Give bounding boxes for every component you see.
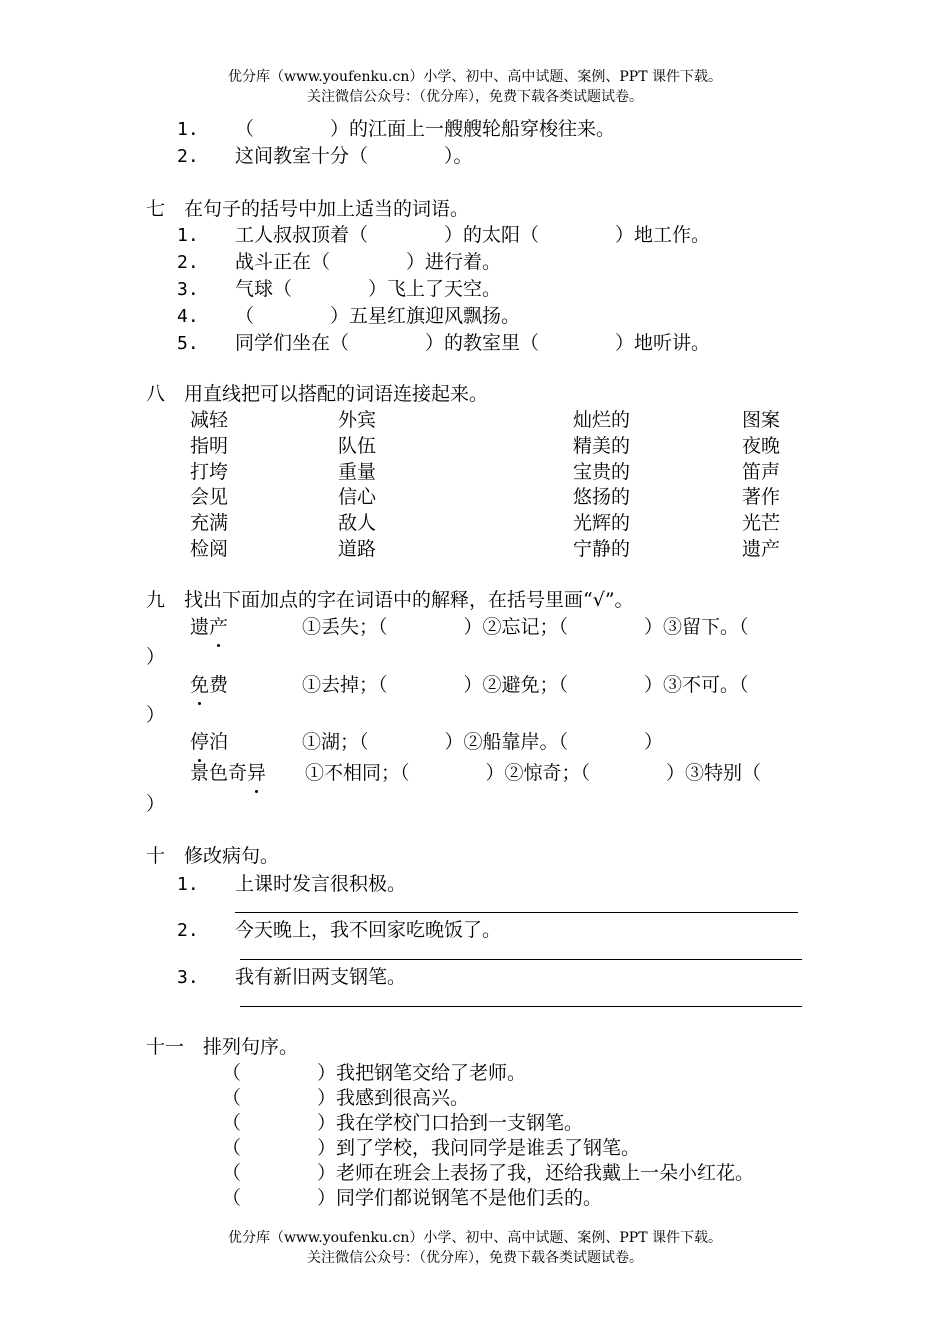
- section-9-title: 九 找出下面加点的字在词语中的解释，在括号里画“√”。: [146, 589, 634, 611]
- word-right: 敌人: [338, 512, 377, 534]
- options-close: ）: [146, 646, 166, 668]
- dotted-char: 产: [209, 616, 229, 638]
- term: [190, 731, 228, 753]
- options: ①不相同；（ ）②惊奇；（ ）③特别（: [305, 762, 762, 784]
- adjective: 精美的: [573, 435, 631, 457]
- term-plain: 景色奇: [190, 762, 248, 784]
- item-text: 同学们坐在（ ）的教室里（ ）地听讲。: [235, 332, 711, 354]
- item-text: 战斗正在（ ）进行着。: [235, 251, 502, 273]
- footer-line-1: 优分库（www.youfenku.cn）小学、初中、高中试题、案例、PPT 课件下载。: [227, 1230, 722, 1246]
- term-plain: 费: [209, 674, 229, 696]
- noun: 著作: [742, 486, 781, 508]
- word-left: 指明: [190, 435, 229, 457]
- dotted-char: 停: [190, 731, 210, 753]
- order-item: （ ）我感到很高兴。: [222, 1087, 470, 1109]
- word-right: 外宾: [338, 409, 377, 431]
- footer-line-2: 关注微信公众号：（优分库），免费下载各类试题试卷。: [307, 1250, 643, 1266]
- item-number: 3.: [177, 279, 199, 300]
- item-text: 上课时发言很积极。: [235, 873, 407, 895]
- order-item: （ ）我在学校门口拾到一支钢笔。: [222, 1112, 584, 1134]
- item-text: 今天晚上，我不回家吃晚饭了。: [235, 919, 502, 941]
- answer-line: [235, 912, 798, 913]
- answer-line: [240, 959, 802, 960]
- adjective: 宝贵的: [573, 461, 631, 483]
- item-number: 4.: [177, 306, 199, 327]
- dotted-char: 异: [247, 762, 267, 784]
- term-plain: 遗: [190, 616, 210, 638]
- adjective: 灿烂的: [573, 409, 631, 431]
- item-text: （ ）的江面上一艘艘轮船穿梭往来。: [235, 118, 616, 140]
- header-line-2: 关注微信公众号：（优分库），免费下载各类试题试卷。: [307, 89, 643, 105]
- item-number: 2.: [177, 252, 199, 273]
- options-close: ）: [146, 704, 166, 726]
- order-item: （ ）我把钢笔交给了老师。: [222, 1062, 527, 1084]
- section-7-title: 七 在句子的括号中加上适当的词语。: [146, 198, 470, 220]
- options-close: ）: [146, 793, 166, 815]
- section-11-title: 十一 排列句序。: [146, 1036, 299, 1058]
- answer-line: [240, 1006, 802, 1007]
- word-left: 会见: [190, 486, 229, 508]
- adjective: 光辉的: [573, 512, 631, 534]
- item-number: 1.: [177, 874, 199, 895]
- order-item: （ ）老师在班会上表扬了我，还给我戴上一朵小红花。: [222, 1162, 755, 1184]
- section-8-title: 八 用直线把可以搭配的词语连接起来。: [146, 383, 489, 405]
- noun: 图案: [742, 409, 781, 431]
- item-text: 这间教室十分（ ）。: [235, 145, 473, 167]
- word-right: 重量: [338, 461, 377, 483]
- section-10-title: 十 修改病句。: [146, 845, 280, 867]
- term: [190, 674, 228, 696]
- header-line-1: 优分库（www.youfenku.cn）小学、初中、高中试题、案例、PPT 课件下载。: [227, 69, 722, 85]
- dotted-char: 免: [190, 674, 210, 696]
- item-text: 我有新旧两支钢笔。: [235, 966, 407, 988]
- noun: 遗产: [742, 538, 781, 560]
- word-left: 检阅: [190, 538, 229, 560]
- options: ①去掉；（ ）②避免；（ ）③不可。（: [302, 674, 749, 696]
- item-text: 气球（ ）飞上了天空。: [235, 278, 502, 300]
- term: [190, 616, 228, 638]
- order-item: （ ）同学们都说钢笔不是他们丢的。: [222, 1187, 603, 1209]
- options: ①湖；（ ）②船靠岸。（ ）: [302, 731, 664, 753]
- item-number: 1.: [177, 119, 199, 140]
- word-left: 减轻: [190, 409, 229, 431]
- item-number: 1.: [177, 225, 199, 246]
- term-plain: 泊: [209, 731, 229, 753]
- item-number: 3.: [177, 967, 199, 988]
- item-number: 2.: [177, 920, 199, 941]
- adjective: 宁静的: [573, 538, 631, 560]
- item-number: 2.: [177, 146, 199, 167]
- word-right: 队伍: [338, 435, 377, 457]
- word-left: 打垮: [190, 461, 229, 483]
- adjective: 悠扬的: [573, 486, 631, 508]
- word-right: 信心: [338, 486, 377, 508]
- item-text: 工人叔叔顶着（ ）的太阳（ ）地工作。: [235, 224, 711, 246]
- order-item: （ ）到了学校，我问同学是谁丢了钢笔。: [222, 1137, 641, 1159]
- noun: 笛声: [742, 461, 781, 483]
- noun: 光芒: [742, 512, 781, 534]
- item-number: 5.: [177, 333, 199, 354]
- term: [190, 762, 266, 784]
- word-right: 道路: [338, 538, 377, 560]
- item-text: （ ）五星红旗迎风飘扬。: [235, 305, 521, 327]
- noun: 夜晚: [742, 435, 781, 457]
- word-left: 充满: [190, 512, 229, 534]
- options: ①丢失；（ ）②忘记；（ ）③留下。（: [302, 616, 749, 638]
